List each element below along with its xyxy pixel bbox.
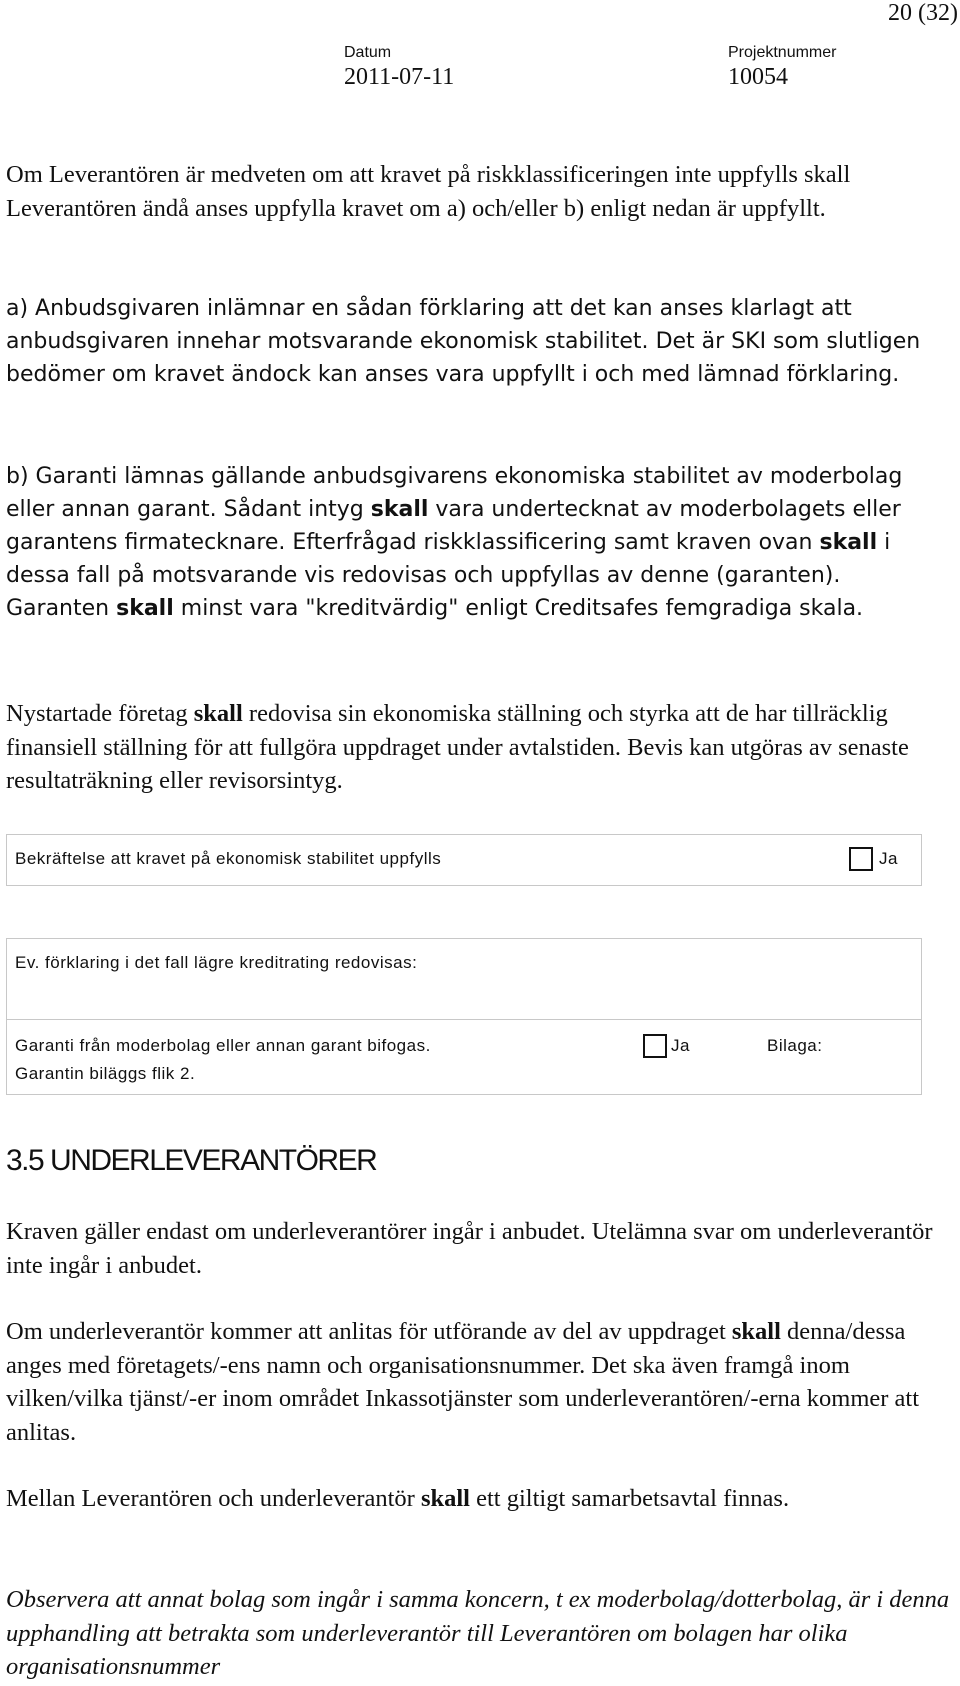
guarantee-checkbox[interactable] xyxy=(643,1034,667,1058)
paragraph-startups xyxy=(6,697,950,798)
paragraph-riskclass: Om Leverantören är medveten om att kravet på riskklassificeringen inte uppfylls skall Leverantören ändå anses uppfylla kravet om a) och/eller b) enligt nedan är uppfyllt. xyxy=(6,161,851,222)
project-value: 10054 xyxy=(728,64,788,90)
paragraph-startups-t2: redovisa sin ekonomiska ställning och styrka att de har tillräcklig finansiell ställning för att fullgöra uppdraget under avtalstiden. Bevis kan utgöras av senaste resultaträkning eller revisorsintyg. xyxy=(6,700,909,794)
guarantee-text: Garanti från moderbolag eller annan garant bifogas. xyxy=(15,1036,431,1055)
paragraph-a-text2: Det är SKI som slutligen bedömer om kravet ändock kan anses vara uppfyllt i och med lämnad förklaring. xyxy=(6,329,921,387)
confirm-box xyxy=(6,834,922,886)
paragraph-b xyxy=(6,460,950,625)
attachment-value: Garantin biläggs flik 2. xyxy=(15,1064,196,1083)
paragraph-startups-t1: Nystartade företag xyxy=(6,700,194,727)
paragraph-sub-3-t1: Mellan Leverantören och underleverantör xyxy=(6,1485,421,1512)
attachment-label: Bilaga: xyxy=(767,1036,823,1055)
header-project xyxy=(728,44,836,91)
paragraph-a xyxy=(6,292,950,391)
paragraph-a-text1: a) Anbudsgivaren inlämnar en sådan förklaring att det kan anses klarlagt att anbudsgivaren innehar motsvarande ekonomisk stabilitet. xyxy=(6,296,852,354)
explanation-row xyxy=(7,939,921,1020)
paragraph-b-t2: vara undertecknat av moderbolagets eller garantens firmatecknare. Efterfrågad riskklassificering samt kraven ovan xyxy=(6,497,901,555)
paragraph-b-t4: minst vara "kreditvärdig" enligt Creditsafes femgradiga skala. xyxy=(173,596,864,621)
paragraph-b-skall-2: skall xyxy=(819,530,878,555)
paragraph-b-t1: b) Garanti lämnas gällande anbudsgivarens ekonomiska stabilitet av moderbolag eller annan garant. Sådant intyg xyxy=(6,464,903,522)
project-label: Projektnummer xyxy=(728,44,837,61)
confirm-checkbox-label: Ja xyxy=(879,849,898,868)
paragraph-b-t3: i dessa fall på motsvarande vis redovisas och uppfyllas av denne (garanten). Garanten xyxy=(6,530,891,621)
paragraph-b-skall-3: skall xyxy=(116,596,174,621)
paragraph-sub-2-skall: skall xyxy=(731,1318,781,1345)
note-paragraph: Observera att annat bolag som ingår i samma koncern, t ex moderbolag/dotterbolag, är i denna upphandling att betrakta som underleverantör till Leverantören om bolagen har olika organisationsnummer xyxy=(6,1586,950,1680)
confirm-label: Bekräftelse att kravet på ekonomisk stabilitet uppfylls xyxy=(15,849,442,868)
paragraph-sub-3-t2: ett giltigt samarbetsavtal finnas. xyxy=(469,1485,790,1512)
header-date xyxy=(344,44,454,91)
paragraph-sub-1: Kraven gäller endast om underleverantörer ingår i anbudet. Utelämna svar om underleverantör inte ingår i anbudet. xyxy=(6,1218,933,1279)
paragraph-sub-2-t1: Om underleverantör kommer att anlitas för utförande av del av uppdraget xyxy=(6,1318,732,1345)
date-value: 2011-07-11 xyxy=(344,64,455,90)
explanation-box xyxy=(6,938,922,1095)
explanation-label: Ev. förklaring i det fall lägre kreditrating redovisas: xyxy=(15,953,418,972)
guarantee-checkbox-label: Ja xyxy=(671,1036,690,1055)
confirm-checkbox[interactable] xyxy=(849,847,873,871)
section-heading: 3.5 UNDERLEVERANTÖRER xyxy=(6,1144,377,1177)
paragraph-sub-2-t2: denna/dessa anges med företagets/-ens namn och organisationsnummer. Det ska även framgå inom vilken/vilka tjänst/-er inom området Inkassotjänster som underleverantören/-erna kommer att anlitas. xyxy=(6,1318,920,1446)
paragraph-sub-3 xyxy=(6,1482,950,1516)
paragraph-sub-3-skall: skall xyxy=(420,1485,470,1512)
paragraph-b-skall-1: skall xyxy=(370,497,429,522)
paragraph-startups-skall: skall xyxy=(193,700,243,727)
paragraph-sub-2 xyxy=(6,1315,950,1449)
date-label: Datum xyxy=(344,44,392,61)
guarantee-row xyxy=(7,1020,921,1094)
page-number: 20 (32) xyxy=(888,0,958,26)
